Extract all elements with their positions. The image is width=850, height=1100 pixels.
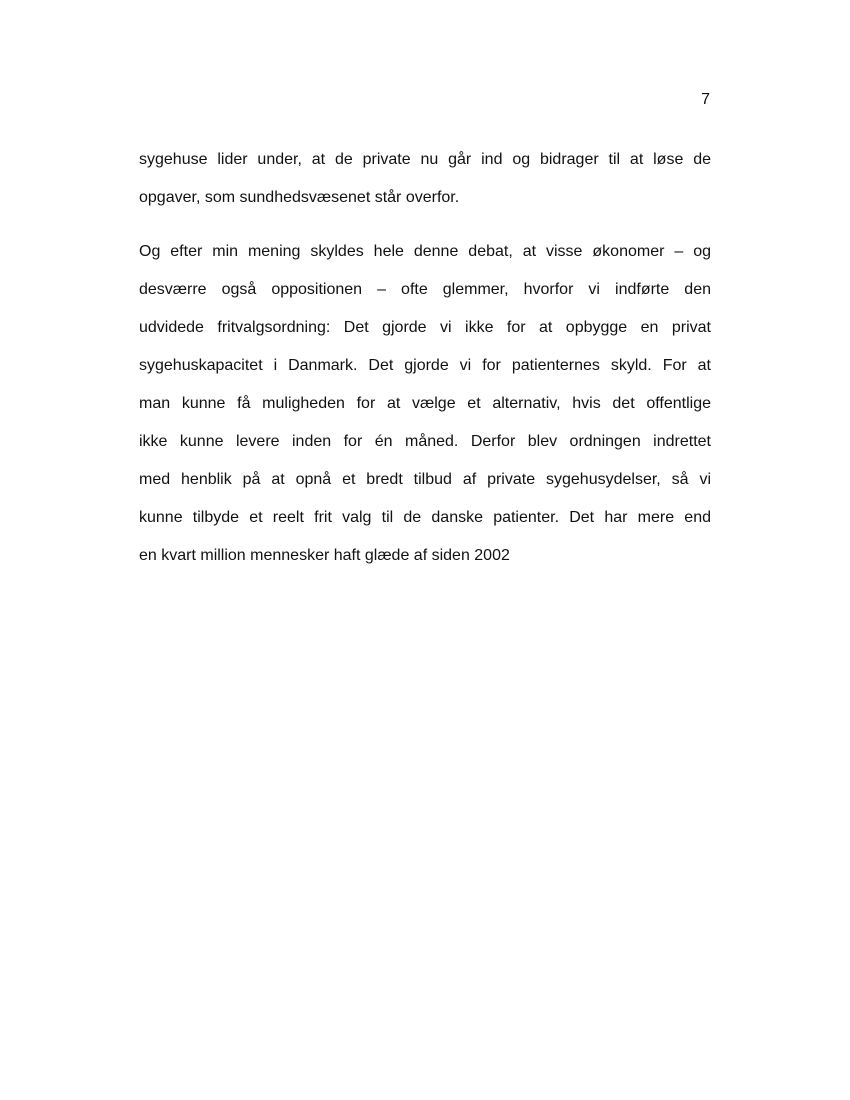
text-line: Og efter min mening skyldes hele denne debat, at visse økonomer – og [139,243,711,260]
paragraph-spacer [139,224,711,240]
text-line: en kvart million mennesker haft glæde af siden 2002 [139,547,510,564]
text-line: kunne tilbyde et reelt frit valg til de danske patienter. Det har mere end [139,509,711,526]
text-line: udvidede fritvalgsordning: Det gjorde vi ikke for at opbygge en privat [139,319,711,336]
text-line: sygehuse lider under, at de private nu går ind og bidrager til at løse de [139,151,711,168]
text-line: med henblik på at opnå et bredt tilbud af private sygehusydelser, så vi [139,471,711,488]
paragraph-1 [139,148,711,224]
text-line: opgaver, som sundhedsvæsenet står overfor. [139,189,460,206]
text-line: ikke kunne levere inden for én måned. Derfor blev ordningen indrettet [139,433,711,450]
text-line: desværre også oppositionen – ofte glemmer, hvorfor vi indførte den [139,281,711,298]
page-number: 7 [701,91,710,108]
paragraph-2 [139,240,711,582]
text-line: man kunne få muligheden for at vælge et alternativ, hvis det offentlige [139,395,711,412]
body-text [139,148,711,582]
text-line: sygehuskapacitet i Danmark. Det gjorde vi for patienternes skyld. For at [139,357,711,374]
